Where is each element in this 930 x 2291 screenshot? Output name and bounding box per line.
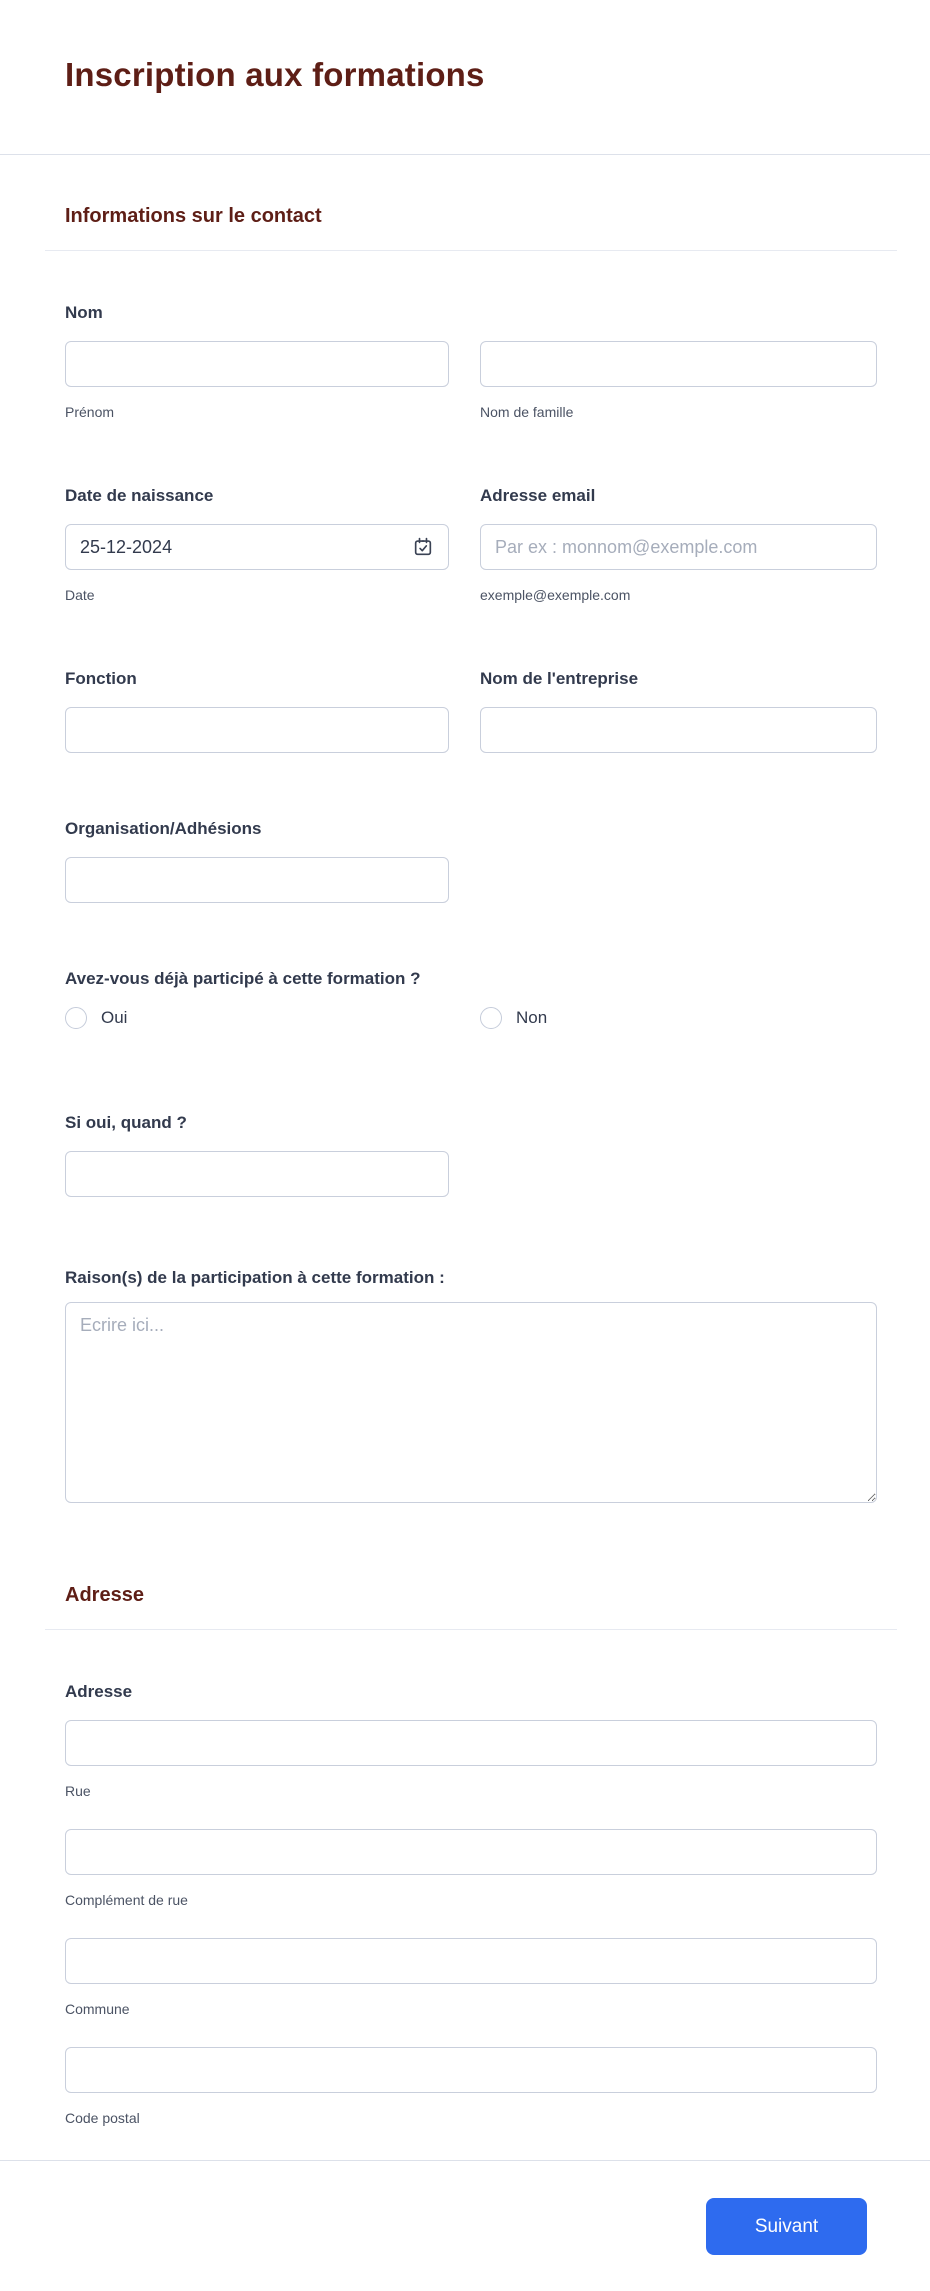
city-input[interactable] — [65, 1938, 877, 1984]
birthdate-value: 25-12-2024 — [80, 536, 173, 557]
radio-option-non[interactable] — [480, 1007, 877, 1029]
organisation-col — [65, 857, 449, 903]
email-label: Adresse email — [480, 486, 596, 505]
participation-label: Avez-vous déjà participé à cette formation ? — [65, 969, 421, 988]
birthdate-sublabel: Date — [65, 587, 95, 603]
quand-label: Si oui, quand ? — [65, 1113, 187, 1132]
raison-label: Raison(s) de la participation à cette formation : — [65, 1268, 445, 1287]
last-name-sublabel: Nom de famille — [480, 404, 574, 420]
street2-sublabel: Complément de rue — [65, 1892, 188, 1908]
birthdate-col — [65, 486, 449, 603]
first-name-input[interactable] — [65, 341, 449, 387]
email-col — [480, 486, 877, 603]
field-organisation — [65, 819, 877, 903]
field-adresse — [65, 1682, 877, 2126]
last-name-input[interactable] — [480, 341, 877, 387]
street2-input[interactable] — [65, 1829, 877, 1875]
email-input[interactable] — [480, 524, 877, 570]
radio-circle-non — [480, 1007, 502, 1029]
field-participation — [65, 969, 877, 1029]
street-sublabel: Rue — [65, 1783, 91, 1799]
last-name-col — [480, 341, 877, 420]
section-heading-adresse: Adresse — [65, 1584, 144, 1606]
field-fonction-entreprise — [65, 669, 877, 753]
fonction-input[interactable] — [65, 707, 449, 753]
quand-col — [65, 1151, 449, 1197]
calendar-check-icon[interactable] — [412, 536, 434, 558]
birthdate-label: Date de naissance — [65, 486, 214, 505]
section-divider — [45, 1629, 897, 1630]
page-title: Inscription aux formations — [65, 56, 485, 93]
section-heading-contact: Informations sur le contact — [65, 205, 322, 227]
postal-code-sublabel: Code postal — [65, 2110, 140, 2126]
organisation-input[interactable] — [65, 857, 449, 903]
entreprise-input[interactable] — [480, 707, 877, 753]
field-quand — [65, 1113, 877, 1197]
street-input[interactable] — [65, 1720, 877, 1766]
form-content — [0, 204, 930, 2126]
radio-option-oui[interactable] — [65, 1007, 449, 1029]
quand-input[interactable] — [65, 1151, 449, 1197]
raison-textarea[interactable] — [65, 1302, 877, 1503]
fonction-col — [65, 669, 449, 753]
field-nom — [65, 303, 877, 420]
form-footer — [0, 2161, 930, 2291]
first-name-col — [65, 341, 449, 420]
form-header — [0, 0, 930, 155]
entreprise-label: Nom de l'entreprise — [480, 669, 639, 688]
adresse-label: Adresse — [65, 1682, 133, 1701]
radio-label-oui: Oui — [101, 1008, 128, 1027]
radio-circle-oui — [65, 1007, 87, 1029]
email-sublabel: exemple@exemple.com — [480, 587, 631, 603]
field-naissance-email — [65, 486, 877, 603]
field-raison — [65, 1268, 877, 1503]
first-name-sublabel: Prénom — [65, 404, 115, 420]
organisation-label: Organisation/Adhésions — [65, 819, 262, 838]
fonction-label: Fonction — [65, 669, 137, 688]
nom-label: Nom — [65, 303, 103, 322]
section-divider — [45, 250, 897, 251]
postal-code-input[interactable] — [65, 2047, 877, 2093]
birthdate-input[interactable] — [65, 524, 449, 570]
city-sublabel: Commune — [65, 2001, 130, 2017]
entreprise-col — [480, 669, 877, 753]
radio-label-non: Non — [516, 1008, 548, 1027]
next-button[interactable]: Suivant — [706, 2198, 867, 2255]
